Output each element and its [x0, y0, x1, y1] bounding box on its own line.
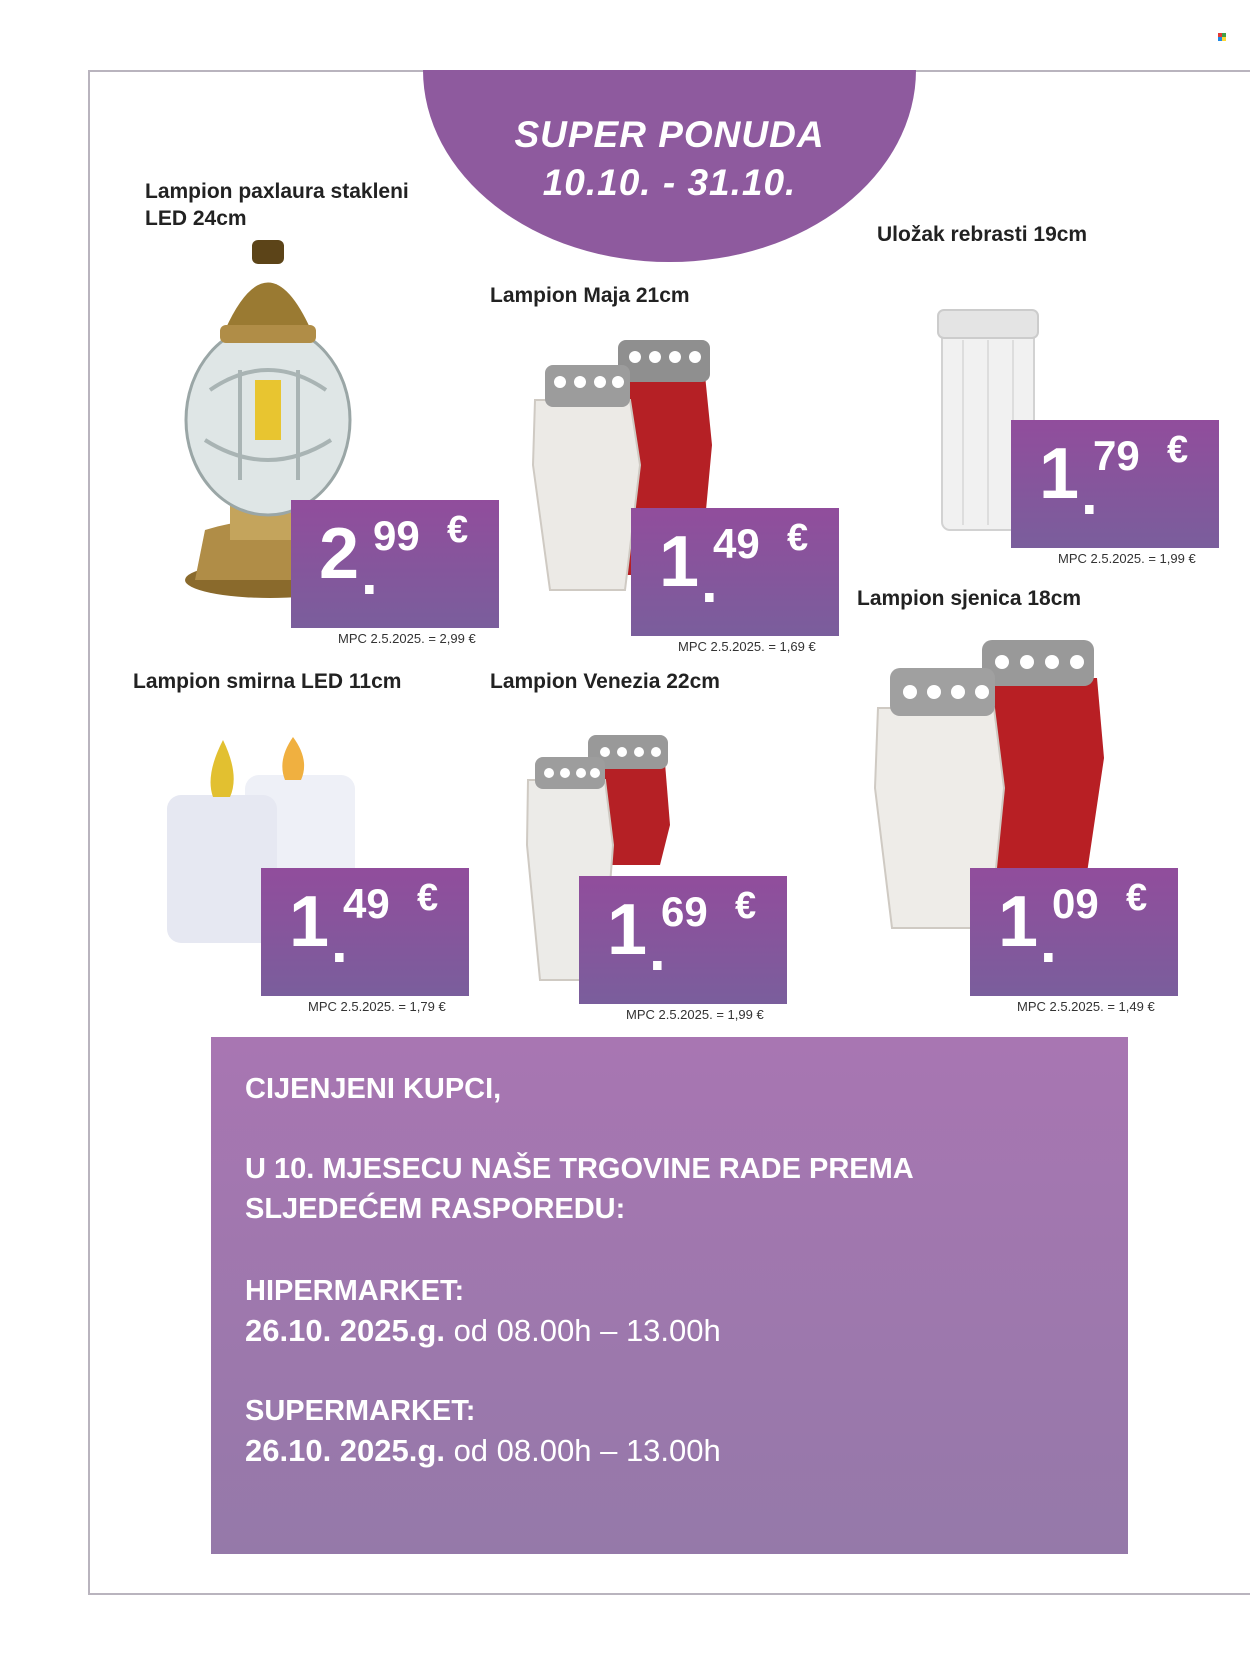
- price-currency: €: [1126, 877, 1148, 919]
- mpc-note: MPC 2.5.2025. = 2,99 €: [338, 631, 476, 646]
- price-dot: .: [1081, 460, 1098, 527]
- product-name-line: LED 24cm: [145, 207, 247, 230]
- brand-logo-icon: [1218, 33, 1226, 41]
- mpc-note: MPC 2.5.2025. = 1,79 €: [308, 999, 446, 1014]
- store2-schedule: [245, 1433, 721, 1469]
- product-name-sjenica: Lampion sjenica 18cm: [857, 587, 1082, 610]
- price-dot: .: [649, 916, 666, 983]
- price-integer: 1: [289, 882, 330, 962]
- banner-title: SUPER PONUDA: [514, 114, 825, 155]
- price-integer: 1: [1039, 434, 1080, 514]
- price-dot: .: [331, 908, 348, 975]
- product-name-venezia: Lampion Venezia 22cm: [490, 670, 720, 693]
- store-hours-notice: [211, 1037, 1128, 1554]
- product-name-maja: Lampion Maja 21cm: [490, 284, 690, 307]
- notice-intro-line1: U 10. MJESECU NAŠE TRGOVINE RADE PREMA: [245, 1153, 914, 1185]
- price-integer: 1: [998, 882, 1039, 962]
- product-name-ulozak: Uložak rebrasti 19cm: [877, 223, 1088, 246]
- price-currency: €: [417, 877, 439, 919]
- price-tag-ulozak: [1011, 420, 1219, 548]
- price-decimals: 49: [343, 880, 390, 927]
- price-dot: .: [701, 548, 718, 615]
- product-name-paxlaura: [145, 178, 409, 232]
- banner-dates: 10.10. - 31.10.: [542, 162, 797, 203]
- price-currency: €: [787, 517, 809, 559]
- store1-date: 26.10. 2025.g.: [245, 1313, 445, 1348]
- mpc-note: MPC 2.5.2025. = 1,99 €: [1058, 551, 1196, 566]
- price-tag-maja: [631, 508, 839, 636]
- price-tag-smirna: [261, 868, 469, 996]
- price-dot: .: [1040, 908, 1057, 975]
- store2-date: 26.10. 2025.g.: [245, 1433, 445, 1468]
- notice-intro-line2: SLJEDEĆEM RASPOREDU:: [245, 1193, 626, 1225]
- store1-schedule: [245, 1313, 721, 1349]
- price-decimals: 99: [373, 512, 420, 559]
- price-tag-paxlaura: [291, 500, 499, 628]
- mpc-note: MPC 2.5.2025. = 1,99 €: [626, 1007, 764, 1022]
- price-currency: €: [735, 885, 757, 927]
- price-tag-venezia: [579, 876, 787, 1004]
- store1-hours: od 08.00h – 13.00h: [453, 1313, 721, 1348]
- price-integer: 1: [607, 890, 648, 970]
- store2-label: SUPERMARKET:: [245, 1395, 476, 1427]
- price-decimals: 79: [1093, 432, 1140, 479]
- price-decimals: 09: [1052, 880, 1099, 927]
- price-tag-sjenica: [970, 868, 1178, 996]
- notice-greeting: CIJENJENI KUPCI,: [245, 1073, 502, 1105]
- price-dot: .: [361, 540, 378, 607]
- store2-hours: od 08.00h – 13.00h: [453, 1433, 721, 1468]
- price-decimals: 69: [661, 888, 708, 935]
- price-integer: 1: [659, 522, 700, 602]
- price-currency: €: [1167, 429, 1189, 471]
- mpc-note: MPC 2.5.2025. = 1,49 €: [1017, 999, 1155, 1014]
- store1-label: HIPERMARKET:: [245, 1275, 465, 1307]
- price-currency: €: [447, 509, 469, 551]
- mpc-note: MPC 2.5.2025. = 1,69 €: [678, 639, 816, 654]
- price-decimals: 49: [713, 520, 760, 567]
- product-name-line: Lampion paxlaura stakleni: [145, 180, 409, 203]
- price-integer: 2: [319, 514, 360, 594]
- product-name-smirna: Lampion smirna LED 11cm: [133, 670, 402, 693]
